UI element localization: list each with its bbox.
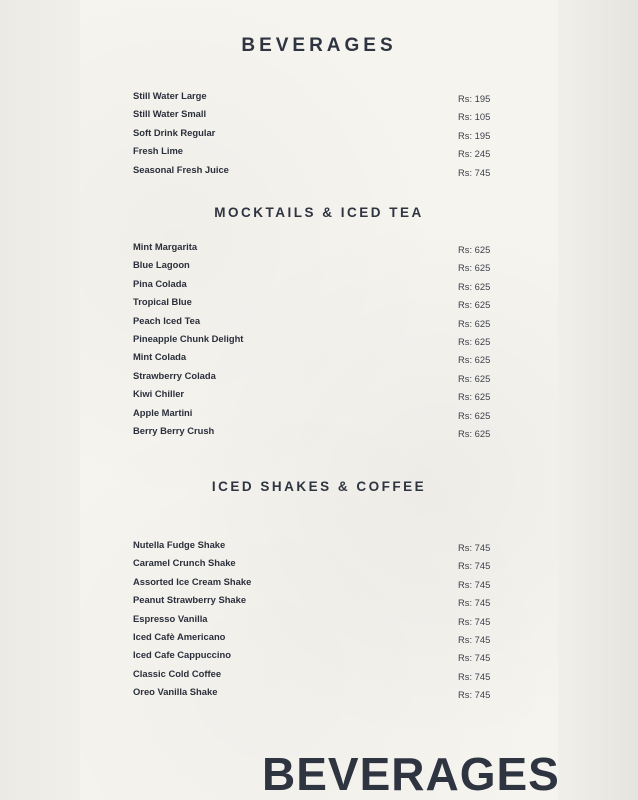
menu-item: [133, 145, 493, 163]
item-price: Rs: 745: [458, 670, 491, 682]
menu-item: [133, 539, 493, 557]
item-price: Rs: 625: [458, 299, 491, 311]
item-name: Fresh Lime: [133, 145, 184, 157]
item-price: Rs: 195: [458, 93, 491, 104]
item-name: Tropical Blue: [133, 296, 192, 308]
menu-item: [133, 631, 493, 649]
menu-item: [133, 370, 493, 388]
item-name: Soft Drink Regular: [133, 126, 216, 138]
menu-item: [133, 594, 493, 612]
item-price: Rs: 745: [458, 633, 491, 645]
item-name: Still Water Small: [133, 108, 207, 120]
menu-item: [133, 649, 493, 667]
menu-item: [133, 259, 493, 277]
menu-item: [133, 613, 493, 631]
menu-item: [133, 241, 493, 259]
item-price: Rs: 195: [458, 129, 491, 141]
item-price: Rs: 625: [458, 317, 491, 329]
item-name: Peanut Strawberry Shake: [133, 594, 247, 606]
menu-item: [133, 127, 493, 145]
item-price: Rs: 625: [458, 391, 491, 403]
item-price: Rs: 745: [458, 578, 491, 590]
beverages-list: [133, 90, 493, 182]
item-name: Still Water Large: [133, 90, 207, 101]
item-name: Seasonal Fresh Juice: [133, 163, 229, 175]
item-name: Apple Martini: [133, 406, 193, 418]
item-price: Rs: 745: [458, 615, 491, 627]
item-price: Rs: 745: [458, 560, 491, 572]
background-right: [558, 0, 638, 800]
menu-item: [133, 686, 493, 704]
item-price: Rs: 625: [458, 244, 491, 255]
item-price: Rs: 745: [458, 597, 491, 609]
item-price: Rs: 245: [458, 148, 491, 160]
item-price: Rs: 625: [458, 372, 491, 384]
menu-item: [133, 333, 493, 351]
item-name: Classic Cold Coffee: [133, 667, 222, 679]
item-name: Assorted Ice Cream Shake: [133, 575, 252, 587]
item-name: Strawberry Colada: [133, 369, 216, 381]
section-title-beverages: BEVERAGES: [241, 35, 397, 56]
item-price: Rs: 625: [458, 427, 491, 439]
menu-item: [133, 407, 493, 425]
item-price: Rs: 625: [458, 354, 491, 366]
item-name: Pina Colada: [133, 277, 187, 289]
menu-item: [133, 278, 493, 296]
item-price: Rs: 625: [458, 409, 491, 421]
menu-item: [133, 388, 493, 406]
item-price: Rs: 625: [458, 262, 491, 274]
item-name: Iced Cafè Americano: [133, 630, 226, 642]
item-name: Iced Cafe Cappuccino: [133, 649, 231, 661]
menu-item: [133, 108, 493, 126]
menu-item: [133, 90, 493, 108]
item-name: Oreo Vanilla Shake: [133, 686, 218, 698]
item-name: Pineapple Chunk Delight: [133, 332, 244, 344]
shakes-list: [133, 539, 493, 705]
item-price: Rs: 745: [458, 166, 491, 178]
item-name: Mint Colada: [133, 351, 187, 363]
mocktails-list: [133, 241, 493, 443]
item-name: Peach Iced Tea: [133, 314, 201, 326]
item-price: Rs: 745: [458, 652, 491, 664]
item-name: Blue Lagoon: [133, 259, 190, 271]
item-price: Rs: 625: [458, 335, 491, 347]
menu-item: [133, 315, 493, 333]
item-name: Kiwi Chiller: [133, 388, 185, 400]
background-left: [0, 0, 80, 800]
section-title-mocktails: MOCKTAILS & ICED TEA: [214, 205, 424, 220]
footer-title: BEVERAGES: [262, 748, 560, 800]
item-name: Berry Berry Crush: [133, 424, 215, 436]
menu-item: [133, 296, 493, 314]
item-price: Rs: 625: [458, 280, 491, 292]
menu-item: [133, 576, 493, 594]
item-price: Rs: 745: [458, 689, 491, 701]
item-price: Rs: 105: [458, 111, 491, 123]
menu-item: [133, 425, 493, 443]
menu-item: [133, 557, 493, 575]
item-name: Mint Margarita: [133, 241, 198, 252]
item-price: Rs: 745: [458, 542, 491, 553]
menu-item: [133, 164, 493, 182]
menu-item: [133, 668, 493, 686]
section-title-shakes: ICED SHAKES & COFFEE: [211, 479, 427, 494]
item-name: Caramel Crunch Shake: [133, 557, 236, 569]
item-name: Espresso Vanilla: [133, 612, 208, 624]
menu-item: [133, 351, 493, 369]
item-name: Nutella Fudge Shake: [133, 539, 226, 550]
